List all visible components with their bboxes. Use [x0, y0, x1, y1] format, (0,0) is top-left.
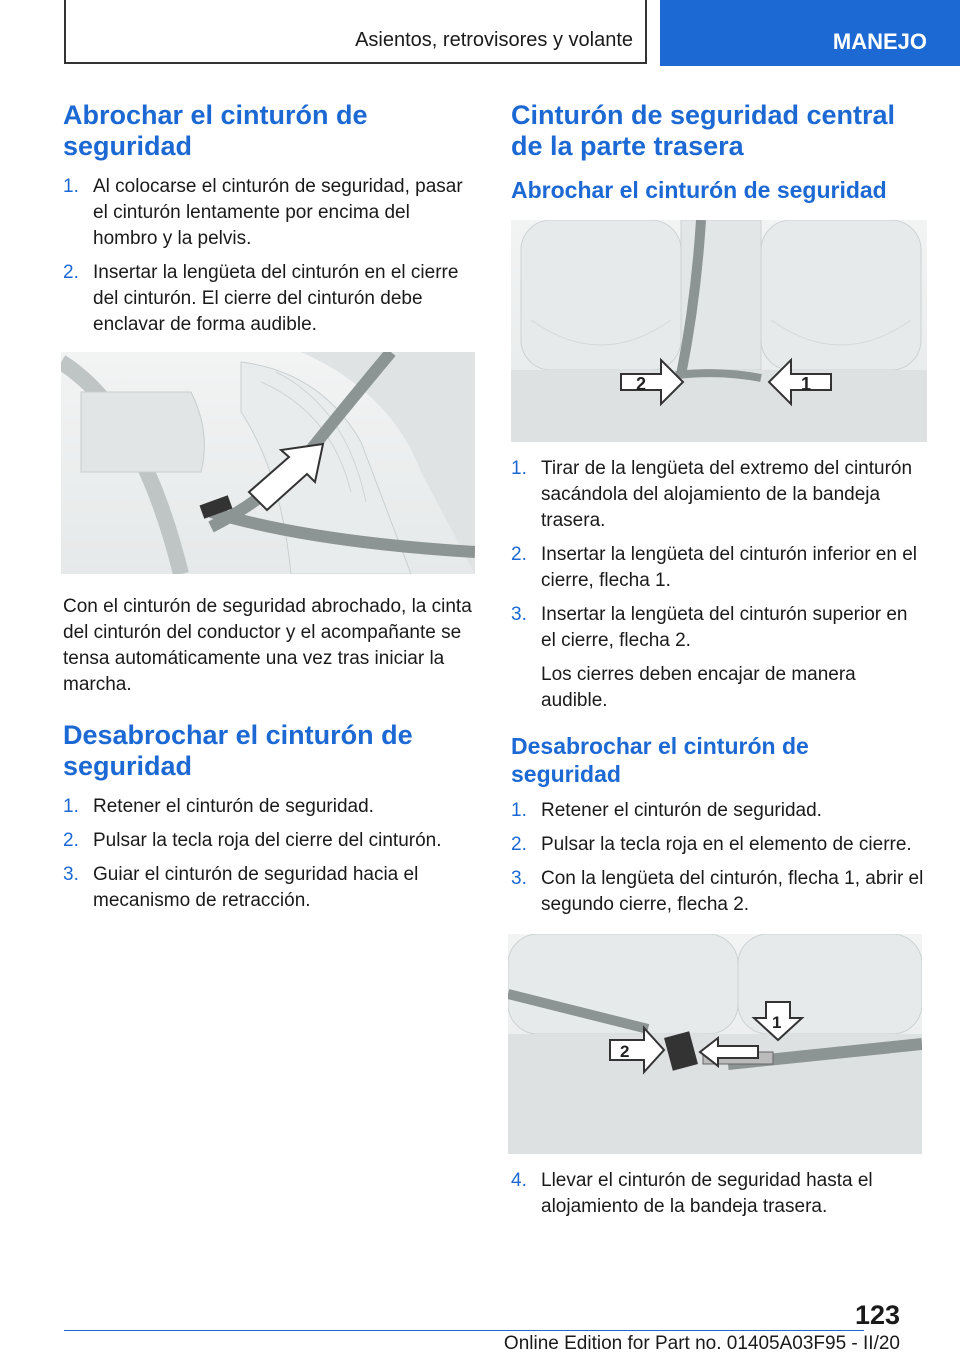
- chapter-tab: MANEJO: [660, 0, 960, 66]
- step-number: 3.: [511, 604, 527, 625]
- arrow-label-1: 1: [772, 1013, 782, 1032]
- tension-paragraph: Con el cinturón de seguridad abrochado, la cinta del cinturón del conductor y el acompañante se tensa automáticamente una vez tras iniciar la marcha.: [63, 596, 472, 695]
- heading-fasten-belt-rear: Abrochar el cinturón de seguridad: [511, 177, 887, 203]
- list-item: [511, 832, 925, 858]
- step-text: Guiar el cinturón de seguridad hacia el mecanismo de retracción.: [93, 864, 419, 911]
- footer-divider: [64, 1330, 864, 1331]
- step-number: 1.: [63, 796, 79, 817]
- step-text: Retener el cinturón de seguridad.: [93, 796, 374, 817]
- step-number: 1.: [63, 176, 79, 197]
- list-item: [511, 866, 925, 918]
- list-item: [63, 794, 477, 820]
- list-item: [511, 1168, 925, 1220]
- heading-rear-center-belt: Cinturón de seguridad central de la parte trasera: [511, 100, 896, 161]
- step-text: Retener el cinturón de seguridad.: [541, 800, 822, 821]
- step-number: 1.: [511, 800, 527, 821]
- page-number: 123: [854, 1300, 900, 1330]
- list-item: [511, 542, 925, 594]
- rear-seat-fasten-illustration: [511, 220, 927, 442]
- rear-unfasten-steps-list: [511, 798, 925, 918]
- list-item: [511, 456, 925, 534]
- front-seat-belt-illustration: [61, 352, 475, 574]
- list-item: [63, 174, 477, 252]
- step-text: Tirar de la lengüeta del extremo del cinturón sacándola del alojamiento de la bandeja trasera.: [541, 458, 913, 531]
- fasten-steps-list: [63, 174, 477, 338]
- fasten-note: Los cierres deben encajar de manera audible.: [541, 664, 856, 711]
- step-text: Insertar la lengüeta del cinturón inferior en el cierre, flecha 1.: [541, 544, 918, 591]
- list-item: [63, 828, 477, 854]
- step-number: 3.: [511, 868, 527, 889]
- step-text: Al colocarse el cinturón de seguridad, pasar el cinturón lentamente por encima del hombro y la pelvis.: [93, 176, 463, 249]
- step-number: 2.: [63, 262, 79, 283]
- rear-seat-unfasten-illustration: [508, 934, 922, 1154]
- edition-note: Online Edition for Part no. 01405A03F95 - II/20: [503, 1333, 900, 1354]
- page-header: [0, 0, 960, 68]
- list-item: [63, 862, 477, 914]
- heading-fasten-belt: Abrochar el cinturón de seguridad: [63, 100, 368, 161]
- left-column: [63, 100, 477, 922]
- rear-fasten-steps-list: [511, 456, 925, 654]
- step-text: Insertar la lengüeta del cinturón superior en el cierre, flecha 2.: [541, 604, 908, 651]
- arrow-label-1: 1: [801, 374, 812, 394]
- step-number: 2.: [63, 830, 79, 851]
- heading-unfasten-belt-rear: Desabrochar el cinturón de seguridad: [511, 733, 809, 787]
- section-title: Asientos, retrovisores y volante: [64, 0, 647, 64]
- arrow-label-2: 2: [636, 374, 647, 394]
- unfasten-steps-list: [63, 794, 477, 914]
- step-text: Con la lengüeta del cinturón, flecha 1, abrir el segundo cierre, flecha 2.: [541, 868, 924, 915]
- step-text: Pulsar la tecla roja del cierre del cinturón.: [93, 830, 442, 851]
- step-number: 2.: [511, 544, 527, 565]
- list-item: [511, 602, 925, 654]
- right-column: [511, 100, 925, 1228]
- step-text: Llevar el cinturón de seguridad hasta el alojamiento de la bandeja trasera.: [541, 1170, 873, 1217]
- list-item: [511, 798, 925, 824]
- heading-unfasten-belt: Desabrochar el cinturón de seguridad: [63, 720, 413, 781]
- step-number: 4.: [511, 1170, 527, 1191]
- step-text: Insertar la lengüeta del cinturón en el cierre del cinturón. El cierre del cinturón debe enclavar de forma audible.: [93, 262, 459, 335]
- arrow-label-2: 2: [620, 1042, 630, 1061]
- step-number: 3.: [63, 864, 79, 885]
- step-text: Pulsar la tecla roja en el elemento de cierre.: [541, 834, 912, 855]
- step-number: 2.: [511, 834, 527, 855]
- step-number: 1.: [511, 458, 527, 479]
- rear-final-steps-list: [511, 1168, 925, 1220]
- list-item: [63, 260, 477, 338]
